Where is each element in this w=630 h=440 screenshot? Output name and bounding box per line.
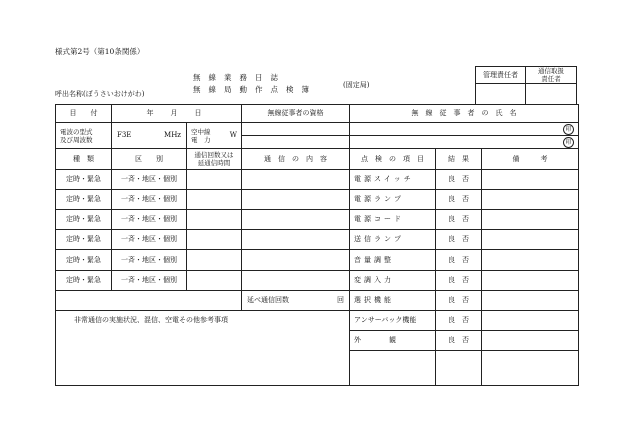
qualification-value-1[interactable] bbox=[242, 123, 350, 136]
row-result[interactable]: 良 否 bbox=[436, 169, 482, 189]
row-result[interactable]: 良 否 bbox=[436, 270, 482, 290]
row-kind[interactable]: 定時・緊急 bbox=[56, 189, 112, 209]
title-line-1: 無線業務日誌 bbox=[193, 73, 286, 82]
radio-type-value[interactable]: F3E MHz bbox=[112, 123, 187, 149]
row-remarks[interactable] bbox=[482, 230, 579, 250]
row-check-item: 変調入力 bbox=[350, 270, 436, 290]
log-sheet bbox=[55, 104, 579, 386]
row-content[interactable] bbox=[242, 189, 350, 209]
row-check-item[interactable] bbox=[350, 351, 436, 386]
notes-row bbox=[56, 311, 579, 331]
row-remarks[interactable] bbox=[482, 250, 579, 270]
table-row bbox=[56, 250, 579, 270]
seal-icon: 印 bbox=[563, 124, 574, 135]
table-row bbox=[56, 169, 579, 189]
row-count[interactable] bbox=[187, 189, 242, 209]
form-number: 様式第2号（第10条関係） bbox=[55, 47, 145, 56]
manager-stamp-area[interactable] bbox=[476, 84, 526, 105]
col-check-item: 点 検 の 項 目 bbox=[350, 149, 436, 169]
col-remarks: 備 考 bbox=[482, 149, 579, 169]
operator-name-1[interactable] bbox=[350, 123, 579, 136]
qualification-value-2[interactable] bbox=[242, 136, 350, 149]
col-area: 区 別 bbox=[112, 149, 187, 169]
row-check-item: アンサーバック機能 bbox=[350, 311, 436, 331]
total-row bbox=[56, 290, 579, 310]
row-result[interactable]: 良 否 bbox=[436, 311, 482, 331]
row-area[interactable]: 一斉・地区・個別 bbox=[112, 169, 187, 189]
row-check-item: 選択機能 bbox=[350, 290, 436, 310]
row-area[interactable]: 一斉・地区・個別 bbox=[112, 189, 187, 209]
operator-name-2[interactable] bbox=[350, 136, 579, 149]
qualification-label: 無線従事者の資格 bbox=[242, 105, 350, 123]
date-value[interactable]: 年 月 日 bbox=[112, 105, 242, 123]
table-row bbox=[56, 189, 579, 209]
row-remarks[interactable] bbox=[482, 270, 579, 290]
row-remarks[interactable] bbox=[482, 189, 579, 209]
row-result[interactable] bbox=[436, 351, 482, 386]
row-remarks[interactable] bbox=[482, 169, 579, 189]
table-row bbox=[56, 210, 579, 230]
row-kind[interactable]: 定時・緊急 bbox=[56, 230, 112, 250]
radio-type-label: 電波の型式 及び周波数 bbox=[56, 123, 112, 149]
row-check-item: 送信ランプ bbox=[350, 230, 436, 250]
row-check-item: 電源スイッチ bbox=[350, 169, 436, 189]
row-remarks[interactable] bbox=[482, 331, 579, 351]
row-remarks[interactable] bbox=[482, 351, 579, 386]
handler-title: 通信取扱 責任者 bbox=[526, 67, 577, 84]
row-result[interactable]: 良 否 bbox=[436, 230, 482, 250]
row-count[interactable] bbox=[187, 169, 242, 189]
row-area[interactable]: 一斉・地区・個別 bbox=[112, 210, 187, 230]
row-result[interactable]: 良 否 bbox=[436, 210, 482, 230]
row-check-item: 電源コード bbox=[350, 210, 436, 230]
col-result: 結 果 bbox=[436, 149, 482, 169]
row-kind[interactable]: 定時・緊急 bbox=[56, 270, 112, 290]
row-area[interactable]: 一斉・地区・個別 bbox=[112, 230, 187, 250]
row-check-item: 音量調整 bbox=[350, 250, 436, 270]
row-result[interactable]: 良 否 bbox=[436, 290, 482, 310]
handler-stamp-area[interactable] bbox=[526, 84, 577, 105]
row-kind[interactable]: 定時・緊急 bbox=[56, 169, 112, 189]
date-label: 目 付 bbox=[56, 105, 112, 123]
row-count[interactable] bbox=[187, 230, 242, 250]
row-area[interactable]: 一斉・地区・個別 bbox=[112, 250, 187, 270]
col-count: 通信回数又は 延通信時間 bbox=[187, 149, 242, 169]
row-remarks[interactable] bbox=[482, 210, 579, 230]
station-type: (固定局) bbox=[343, 81, 370, 89]
row-content[interactable] bbox=[242, 250, 350, 270]
row-content[interactable] bbox=[242, 230, 350, 250]
table-row bbox=[56, 230, 579, 250]
row-result[interactable]: 良 否 bbox=[436, 189, 482, 209]
document-title bbox=[193, 72, 317, 96]
col-content: 通 信 の 内 容 bbox=[242, 149, 350, 169]
row-content[interactable] bbox=[242, 169, 350, 189]
notes-area[interactable]: 非常通信の実施状況、混信、空電その他参考事項 bbox=[56, 311, 350, 386]
row-area[interactable]: 一斉・地区・個別 bbox=[112, 270, 187, 290]
table-row bbox=[56, 270, 579, 290]
title-line-2: 無線局動作点検簿 bbox=[193, 85, 317, 94]
row-kind[interactable]: 定時・緊急 bbox=[56, 250, 112, 270]
row-check-item: 電源ランプ bbox=[350, 189, 436, 209]
row-kind[interactable]: 定時・緊急 bbox=[56, 210, 112, 230]
row-check-item: 外 観 bbox=[350, 331, 436, 351]
row-remarks[interactable] bbox=[482, 311, 579, 331]
row-count[interactable] bbox=[187, 270, 242, 290]
row-remarks[interactable] bbox=[482, 290, 579, 310]
row-content[interactable] bbox=[242, 270, 350, 290]
seal-icon: 印 bbox=[563, 137, 574, 148]
row-count[interactable] bbox=[187, 210, 242, 230]
operator-name-label: 無 線 従 事 者 の 氏 名 bbox=[350, 105, 579, 123]
manager-stamp-box bbox=[475, 66, 577, 105]
row-result[interactable]: 良 否 bbox=[436, 331, 482, 351]
col-kind: 種 類 bbox=[56, 149, 112, 169]
manager-title: 管理責任者 bbox=[476, 67, 526, 84]
call-name: 呼出名称(ぼうさいおけがわ) bbox=[55, 90, 145, 98]
row-count[interactable] bbox=[187, 250, 242, 270]
row-content[interactable] bbox=[242, 210, 350, 230]
total-spacer bbox=[56, 290, 242, 310]
power-cell[interactable]: 空中線 電 力 W bbox=[187, 123, 242, 149]
total-count-cell[interactable]: 延べ通信回数 回 bbox=[242, 290, 350, 310]
row-result[interactable]: 良 否 bbox=[436, 250, 482, 270]
